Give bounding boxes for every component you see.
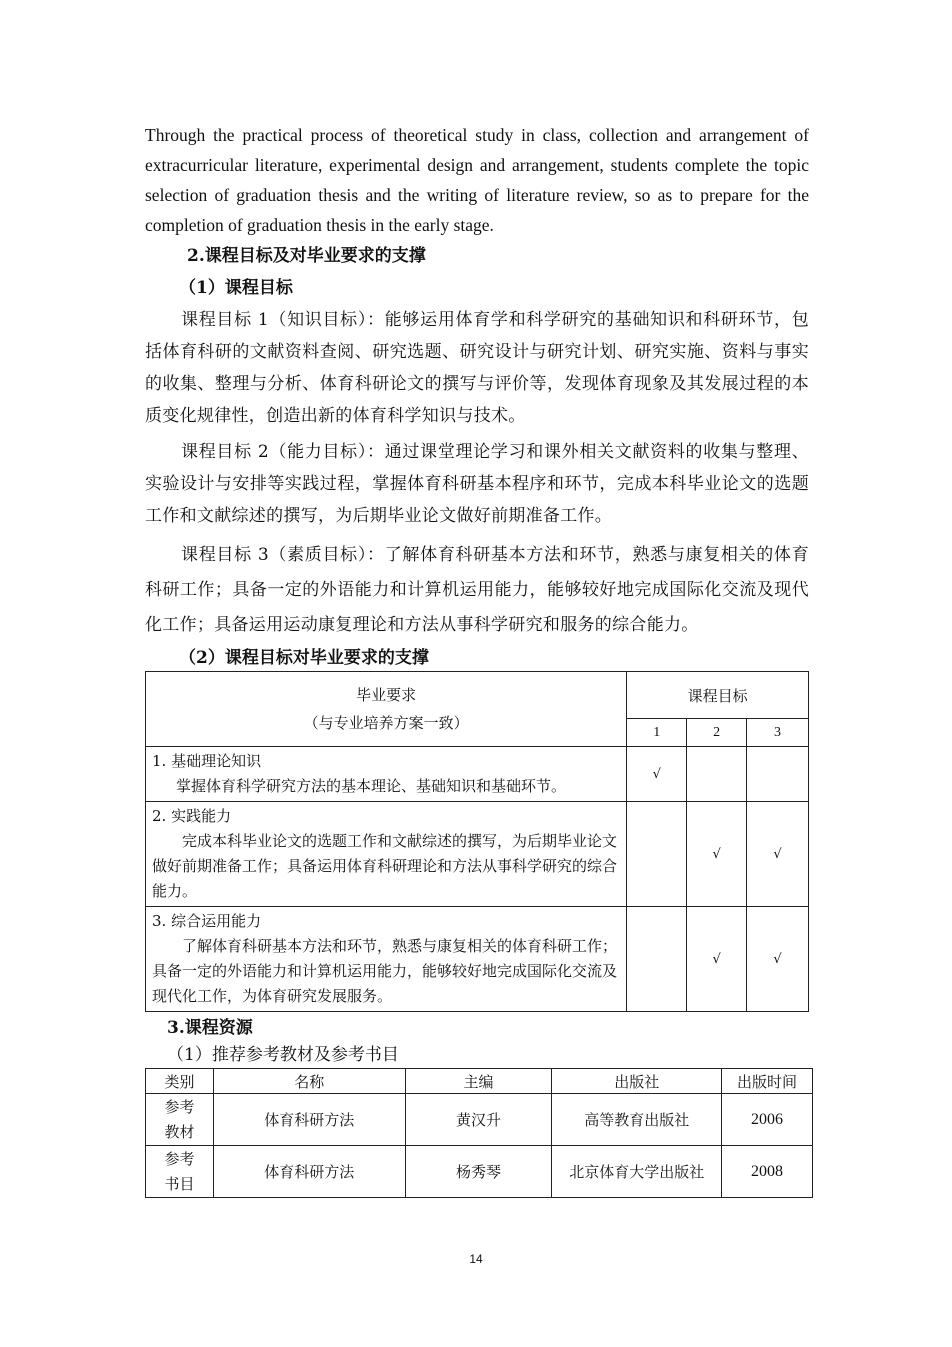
category-line-1: 参考 — [164, 1149, 195, 1168]
requirement-cell — [146, 802, 627, 907]
requirement-title: 1. 基础理论知识 — [152, 752, 262, 770]
header-course-goals: 课程目标 — [627, 672, 809, 719]
goal-col-1: 1 — [627, 719, 687, 747]
header-editor: 主编 — [405, 1069, 552, 1094]
goal-col-3: 3 — [747, 719, 809, 747]
section-2-sub2: （2）课程目标对毕业要求的支撑 — [179, 648, 429, 668]
requirement-title: 3. 综合运用能力 — [152, 912, 262, 930]
table-row — [146, 1146, 813, 1198]
header-year: 出版时间 — [722, 1069, 813, 1094]
category-cell — [146, 1094, 214, 1146]
page-number: 14 — [469, 1252, 483, 1266]
book-name: 体育科研方法 — [213, 1094, 405, 1146]
header-req-label: 毕业要求 — [356, 686, 417, 704]
table-row — [146, 1094, 813, 1146]
book-editor: 杨秀琴 — [405, 1146, 552, 1198]
table-row — [146, 802, 809, 907]
page-content — [145, 120, 809, 1198]
header-publisher: 出版社 — [552, 1069, 722, 1094]
course-goal-2: 课程目标 2（能力目标）：通过课堂理论学习和课外相关文献资料的收集与整理、实验设计与安排等实践过程，掌握体育科研基本程序和环节，完成本科毕业论文的选题工作和文献综述的撰写，为后期毕业论文做好前期准备工作。 — [145, 442, 809, 526]
book-year: 2008 — [722, 1146, 813, 1198]
check-mark: √ — [687, 907, 747, 1012]
check-mark — [687, 747, 747, 802]
book-editor: 黄汉升 — [405, 1094, 552, 1146]
check-mark: √ — [687, 802, 747, 907]
requirement-body: 完成本科毕业论文的选题工作和文献综述的撰写，为后期毕业论文做好前期准备工作；具备运用体育科研理论和方法从事科学研究的综合能力。 — [152, 832, 618, 900]
check-mark — [747, 747, 809, 802]
check-mark: √ — [747, 802, 809, 907]
support-table — [145, 671, 809, 1012]
course-goal-3: 课程目标 3（素质目标）：了解体育科研基本方法和环节，熟悉与康复相关的体育科研工作；具备一定的外语能力和计算机运用能力，能够较好地完成国际化交流及现代化工作；具备运用运动康复理论和方法从事科学研究和服务的综合能力。 — [145, 545, 809, 635]
header-req-sublabel: （与专业培养方案一致） — [303, 714, 469, 732]
section-3-title: 3.课程资源 — [167, 1018, 253, 1038]
intro-paragraph-en: Through the practical process of theoretical study in class, collection and arrangement of extracurricular literature, experimental design and arrangement, students complete the topic selection of graduation thesis and the writing of literature review, so as to prepare for the completion of graduation thesis in the early stage. — [145, 125, 809, 235]
header-category: 类别 — [146, 1069, 214, 1094]
requirement-cell — [146, 907, 627, 1012]
category-cell — [146, 1146, 214, 1198]
book-publisher: 高等教育出版社 — [552, 1094, 722, 1146]
section-3-sub1: （1）推荐参考教材及参考书目 — [167, 1045, 399, 1065]
requirement-cell — [146, 747, 627, 802]
category-line-1: 参考 — [164, 1097, 195, 1116]
book-name: 体育科研方法 — [213, 1146, 405, 1198]
goal-col-2: 2 — [687, 719, 747, 747]
check-mark: √ — [747, 907, 809, 1012]
requirement-body: 了解体育科研基本方法和环节，熟悉与康复相关的体育科研工作；具备一定的外语能力和计算机运用能力，能够较好地完成国际化交流及现代化工作，为体育研究发展服务。 — [152, 937, 618, 1005]
book-publisher: 北京体育大学出版社 — [552, 1146, 722, 1198]
requirement-body: 掌握体育科学研究方法的基本理论、基础知识和基础环节。 — [176, 777, 567, 795]
header-graduation-requirement — [146, 672, 627, 747]
book-year: 2006 — [722, 1094, 813, 1146]
check-mark — [627, 907, 687, 1012]
check-mark — [627, 802, 687, 907]
resource-table — [145, 1068, 813, 1198]
table-row — [146, 907, 809, 1012]
requirement-title: 2. 实践能力 — [152, 807, 232, 825]
section-2-title: 2.课程目标及对毕业要求的支撑 — [187, 246, 426, 266]
table-row — [146, 747, 809, 802]
course-goal-1: 课程目标 1（知识目标）：能够运用体育学和科学研究的基础知识和科研环节，包括体育科研的文献资料查阅、研究选题、研究设计与研究计划、研究实施、资料与事实的收集、整理与分析、体育科研论文的撰写与评价等，发现体育现象及其发展过程的本质变化规律性，创造出新的体育科学知识与技术。 — [145, 310, 809, 426]
category-line-2: 书目 — [164, 1174, 195, 1193]
header-name: 名称 — [213, 1069, 405, 1094]
resource-header-row — [146, 1069, 813, 1094]
section-2-sub1: （1）课程目标 — [179, 278, 293, 298]
category-line-2: 教材 — [164, 1122, 195, 1141]
check-mark: √ — [627, 747, 687, 802]
